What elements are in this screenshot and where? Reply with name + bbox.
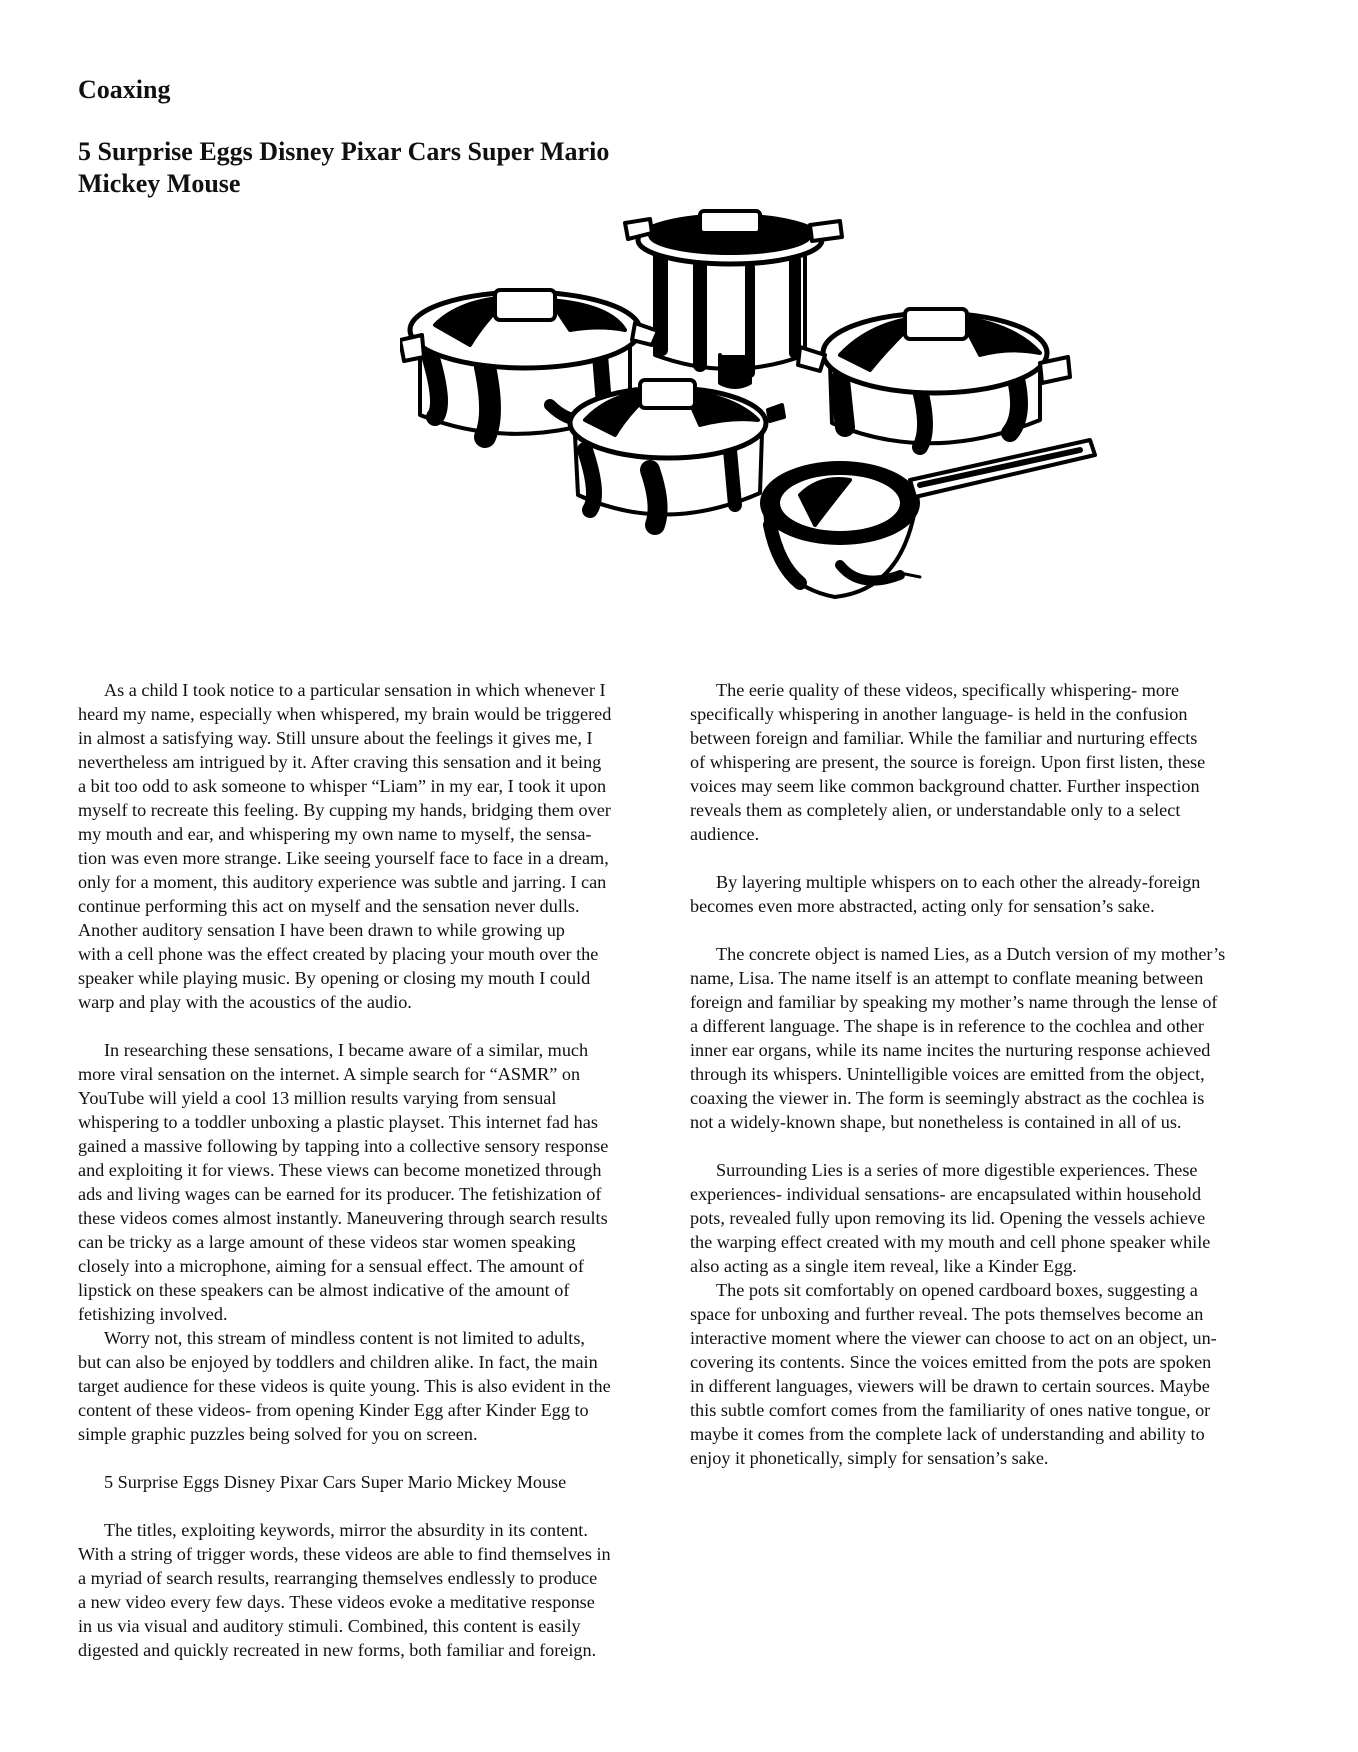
right-column [690, 678, 1285, 1470]
paragraph-pots-cardboard: The pots sit comfortably on opened cardboard boxes, suggesting a space for unboxing and further reveal. The pots themselves become an interactive moment where the viewer can choose to act on an object, un- covering its contents. Since the voices emitted from the pots are spoken in different languages, viewers will be drawn to certain sources. Maybe this subtle comfort comes from the familiarity of ones native tongue, or maybe it comes from the complete lack of understanding and ability to enjoy it phonetically, simply for sensation’s sake. [690, 1280, 1217, 1468]
left-column [78, 678, 668, 1662]
casserole-pot-right-icon [798, 309, 1070, 447]
paragraph-titles-keywords: The titles, exploiting keywords, mirror the absurdity in its content. With a string of trigger words, these videos are able to find themselves in a myriad of search results, rearranging themselves endlessly to produce a new video every few days. These videos evoke a meditative response in us via visual and auditory stimuli. Combined, this content is easily digested and quickly recreated in new forms, both familiar and foreign. [78, 1520, 611, 1660]
paragraph-eerie-quality: The eerie quality of these videos, specifically whispering- more specifically whispering in another language- is held in the confusion between foreign and familiar. While the familiar and nurturing effects of whispering are present, the source is foreign. Upon first listen, these voices may seem like common background chatter. Further inspection reveals them as completely alien, or understandable only to a select audience. [690, 680, 1206, 844]
paragraph-worry-not: Worry not, this stream of mindless content is not limited to adults, but can also be enjoyed by toddlers and children alike. In fact, the main target audience for these videos is quite young. This is also evident in the content of these videos- from opening Kinder Egg after Kinder Egg to simple graphic puzzles being solved for you on screen. [78, 1328, 611, 1444]
paragraph-surrounding-lies: Surrounding Lies is a series of more digestible experiences. These experiences- individual sensations- are encapsulated within household pots, revealed fully upon removing its lid. Opening the vessels achieve the warping effect created with my mouth and cell phone speaker while also acting as a single item reveal, like a Kinder Egg. [690, 1160, 1211, 1276]
paragraph-concrete-object: The concrete object is named Lies, as a Dutch version of my mother’s name, Lisa. The name itself is an attempt to conflate meaning between foreign and familiar by speaking my mother’s name through the lense of a different language. The shape is in reference to the cochlea and other inner ear organs, while its name incites the nurturing response achieved through its whispers. Unintelligible voices are emitted from the object, coaxing the viewer in. The form is seemingly abstract as the cochlea is not a widely-known shape, but nonetheless is contained in all of us. [690, 944, 1226, 1132]
small-pot-front-icon [570, 380, 784, 525]
cookware-set-illustration [400, 205, 1210, 655]
saucepan-icon [762, 440, 1095, 597]
paragraph-asmr-childhood: As a child I took notice to a particular sensation in which whenever I heard my name, especially when whispered, my brain would be triggered in almost a satisfying way. Still unsure about the feelings it gives me, I nevertheless am intrigued by it. After craving this sensation and it being a bit too odd to ask someone to whisper “Liam” in my ear, I took it upon myself to recreate this feeling. By cupping my hands, bridging them over my mouth and ear, and whispering my own name to myself, the sensa- tion was even more strange. Like seeing yourself face to face in a dream, only for a moment, this auditory experience was subtle and jarring. I can continue performing this act on myself and the sensation never dulls. Another auditory sensation I have been drawn to while growing up with a cell phone was the effect created by placing your mouth over the speaker while playing music. By opening or closing my mouth I could warp and play with the acoustics of the audio. [78, 680, 612, 1012]
paragraph-video-title: 5 Surprise Eggs Disney Pixar Cars Super Mario Mickey Mouse [104, 1472, 567, 1492]
section-title: Coaxing [78, 75, 171, 104]
paragraph-researching-sensations: In researching these sensations, I became aware of a similar, much more viral sensation on the internet. A simple search for “ASMR” on YouTube will yield a cool 13 million results varying from sensual whispering to a toddler unboxing a plastic playset. This internet fad has gained a massive following by tapping into a collective sensory response and exploiting it for views. These views can become monetized through ads and living wages can be earned for its producer. The fetishization of these videos comes almost instantly. Maneuvering through search results can be tricky as a large amount of these videos star women speaking closely into a microphone, aiming for a sensual effect. The amount of lipstick on these speakers can be almost indicative of the amount of fetishizing involved. [78, 1040, 609, 1324]
article-title: 5 Surprise Eggs Disney Pixar Cars Super Mario Mickey Mouse [78, 137, 610, 198]
paragraph-layering-whispers: By layering multiple whispers on to each other the already-foreign becomes even more abstracted, acting only for sensation’s sake. [690, 872, 1201, 916]
